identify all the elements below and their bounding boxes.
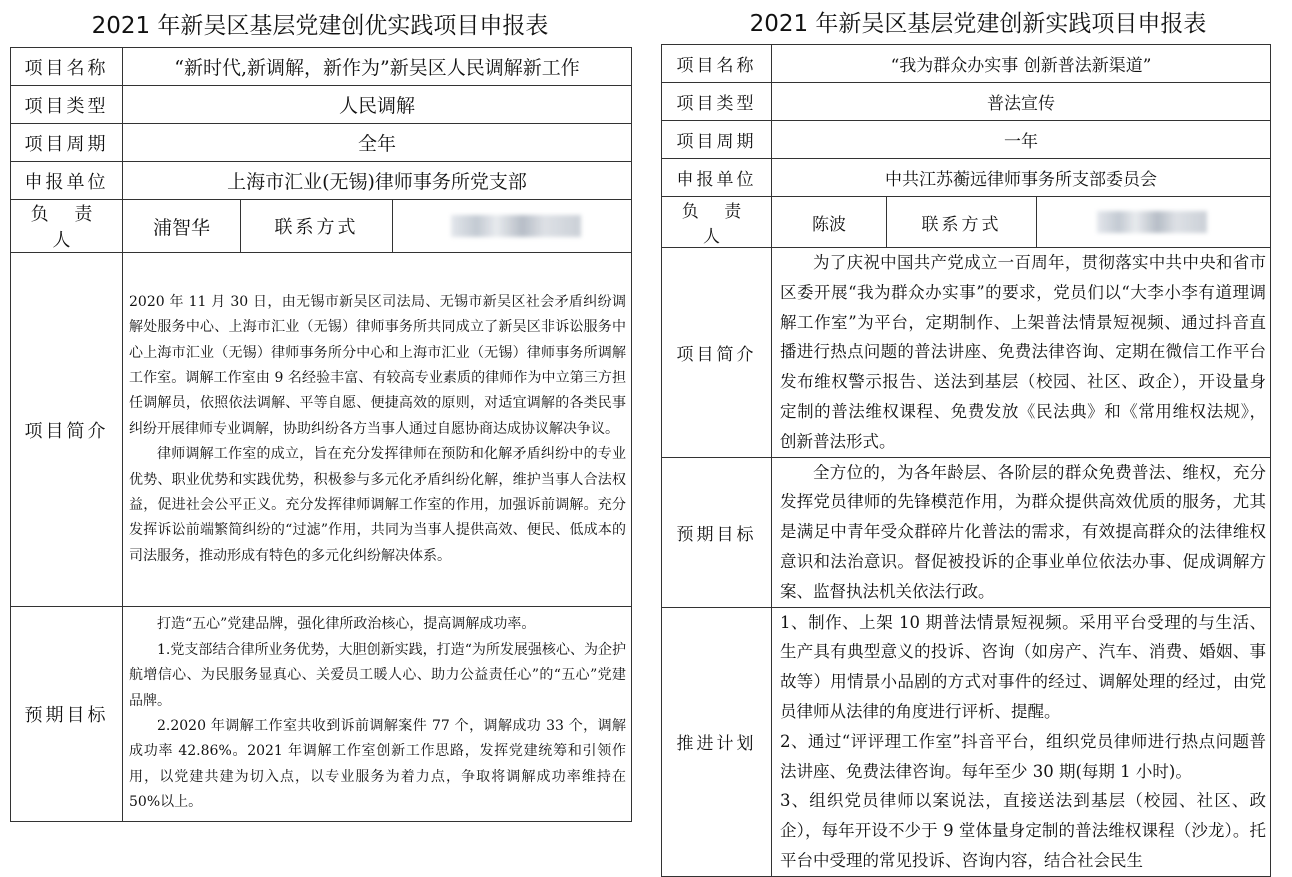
right-goal-content: [772, 457, 1271, 607]
right-intro-paragraph: 为了庆祝中国共产党成立一百周年，贯彻落实中共中央和省市区委开展“我为群众办实事”的要求，党员们以“大李小李有道理调解工作室”为平台，定期制作、上架普法情景短视频、通过抖音直播进行热点问题的普法讲座、免费法律咨询、定期在微信工作平台发布维权警示报告、送法到基层（校园、社区、政企），开设量身定制的普法维权课程、免费发放《民法典》和《常用维权法规》，创新普法形式。: [780, 253, 1266, 451]
right-project-name-label: 项目名称: [662, 45, 772, 83]
right-project-period-value: 一年: [772, 121, 1271, 159]
right-plan-content: [772, 607, 1271, 876]
right-goal-label: 预期目标: [662, 457, 772, 607]
right-contact-redacted-blur: [1097, 211, 1207, 233]
left-application-form: [0, 0, 640, 821]
right-row-plan: [662, 607, 1271, 876]
left-goal-paragraph: 打造“五心”党建品牌，强化律所政治核心，提高调解成功率。: [157, 616, 536, 633]
right-plan-paragraph: 1、制作、上架 10 期普法情景短视频。采用平台受理的与生活、生产具有典型意义的投诉、咨询（如房产、汽车、消费、婚姻、事故等）用情景小品剧的方式对事件的经过、调解处理的经过，由党员律师从法律的角度进行评析、提醒。: [780, 612, 1266, 721]
left-form-title: 2021 年新吴区基层党建创优实践项目申报表: [91, 13, 549, 39]
left-project-type-value: 人民调解: [123, 86, 632, 124]
left-row-project-period: [11, 124, 632, 162]
left-intro-label: 项目简介: [11, 253, 123, 607]
left-form-table: [10, 47, 632, 822]
left-project-period-value: 全年: [123, 124, 632, 162]
right-plan-paragraph: 2、通过“评评理工作室”抖音平台，组织党员律师进行热点问题普法讲座、免费法律咨询。每年至少 30 期(每期 1 小时)。: [780, 731, 1266, 781]
left-goal-paragraph: 1.党支部结合律所业务优势，大胆创新实践，打造“为所发展强核心、为企护航增信心、为民服务显真心、关爱员工暖人心、助力公益责任心”的“五心”党建品牌。: [129, 641, 627, 709]
right-contact-value-cell: [1037, 197, 1271, 248]
left-row-leader: [11, 200, 632, 253]
left-applicant-unit-label: 申报单位: [11, 162, 123, 200]
right-leader-value: 陈波: [772, 197, 887, 248]
left-row-applicant-unit: [11, 162, 632, 200]
right-project-period-label: 项目周期: [662, 121, 772, 159]
left-row-intro: [11, 253, 632, 607]
right-row-project-type: [662, 83, 1271, 121]
right-plan-paragraph: 3、组织党员律师以案说法，直接送法到基层（校园、社区、政企），每年开设不少于 9 堂体量身定制的普法维权课程（沙龙）。托平台中受理的常见投诉、咨询内容，结合社会民生: [780, 791, 1266, 870]
left-project-name-label: 项目名称: [11, 48, 123, 86]
right-applicant-unit-value: 中共江苏蘅远律师事务所支部委员会: [772, 159, 1271, 197]
left-intro-content: [123, 253, 632, 607]
right-row-project-name: [662, 45, 1271, 83]
left-contact-label: 联系方式: [241, 200, 393, 253]
left-applicant-unit-value: 上海市汇业(无锡)律师事务所党支部: [123, 162, 632, 200]
right-row-project-period: [662, 121, 1271, 159]
right-row-leader: [662, 197, 1271, 248]
left-goal-content: [123, 607, 632, 822]
right-plan-label: 推进计划: [662, 607, 772, 876]
right-row-intro: [662, 248, 1271, 458]
left-project-type-label: 项目类型: [11, 86, 123, 124]
left-row-project-name: [11, 48, 632, 86]
right-contact-label: 联系方式: [887, 197, 1037, 248]
left-row-project-type: [11, 86, 632, 124]
left-contact-redacted-blur: [451, 215, 581, 237]
left-goal-paragraph: 2.2020 年调解工作室共收到诉前调解案件 77 个，调解成功 33 个，调解成功率 42.86%。2021 年调解工作室创新工作思路，发挥党建统筹和引领作用，以党建共建为切入点，以专业服务为着力点，争取将调解成功率维持在 50%以上。: [129, 718, 627, 811]
left-goal-label: 预期目标: [11, 607, 123, 822]
right-row-applicant-unit: [662, 159, 1271, 197]
right-intro-content: [772, 248, 1271, 458]
left-contact-value-cell: [393, 200, 632, 253]
left-leader-value: 浦智华: [123, 200, 241, 253]
left-intro-paragraph: 律师调解工作室的成立，旨在充分发挥律师在预防和化解矛盾纠纷中的专业优势、职业优势和实践优势，积极参与多元化矛盾纠纷化解，维护当事人合法权益，促进社会公平正义。充分发挥律师调解工作室的作用，加强诉前调解。充分发挥诉讼前端繁简纠纷的“过滤”作用，共同为当事人提供高效、便民、低成本的司法服务，推动形成有特色的多元化纠纷解决体系。: [129, 446, 627, 564]
right-applicant-unit-label: 申报单位: [662, 159, 772, 197]
right-goal-paragraph: 全方位的，为各年龄层、各阶层的群众免费普法、维权，充分发挥党员律师的先锋模范作用，为群众提供高效优质的服务，尤其是满足中青年受众群碎片化普法的需求，有效提高群众的法律维权意识和法治意识。督促被投诉的企事业单位依法办事、促成调解方案、监督执法机关依法行政。: [780, 462, 1266, 601]
left-intro-paragraph: 2020 年 11 月 30 日，由无锡市新吴区司法局、无锡市新吴区社会矛盾纠纷调解处服务中心、上海市汇业（无锡）律师事务所共同成立了新吴区非诉讼服务中心上海市汇业（无锡）律师事务所分中心和上海市汇业（无锡）律师事务所调解工作室。调解工作室由 9 名经验丰富、有较高专业素质的律师作为中立第三方担任调解员，依照依法调解、平等自愿、便捷高效的原则，对适宜调解的各类民事纠纷开展律师专业调解，协助纠纷各方当事人通过自愿协商达成协议解决争议。: [129, 293, 627, 437]
right-project-type-value: 普法宣传: [772, 83, 1271, 121]
left-project-name-value: “新时代,新调解，新作为”新吴区人民调解新工作: [123, 48, 632, 86]
right-row-goal: [662, 457, 1271, 607]
right-project-name-value: “我为群众办实事 创新普法新渠道”: [772, 45, 1271, 83]
right-intro-label: 项目简介: [662, 248, 772, 458]
right-leader-label: 负 责 人: [662, 197, 772, 248]
left-project-period-label: 项目周期: [11, 124, 123, 162]
left-leader-label: 负 责 人: [11, 200, 123, 253]
right-project-type-label: 项目类型: [662, 83, 772, 121]
left-row-goal: [11, 607, 632, 822]
right-form-table: [661, 44, 1271, 877]
right-application-form: [648, 0, 1292, 870]
right-form-title: 2021 年新吴区基层党建创新实践项目申报表: [749, 11, 1207, 37]
